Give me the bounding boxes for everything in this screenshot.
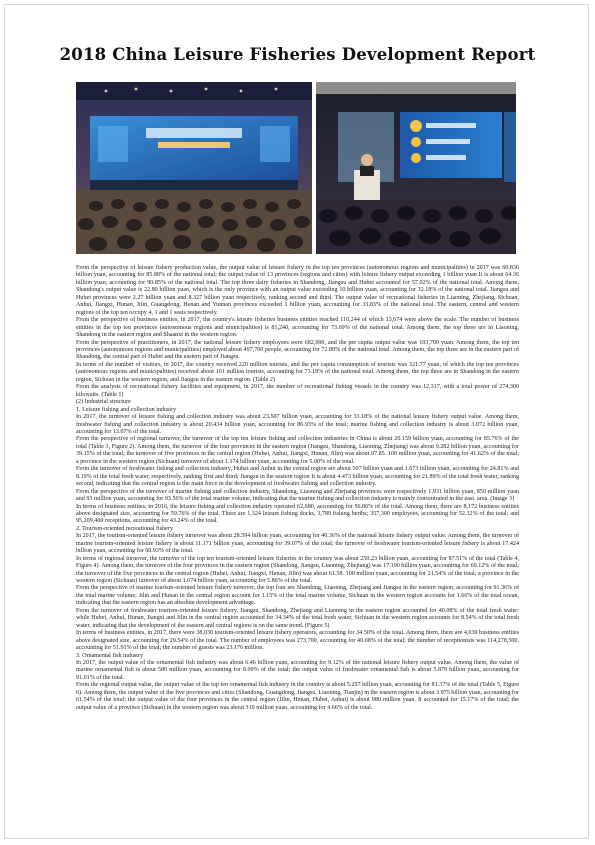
paragraph: In 2017, the turnover of leisure fishing and collection industry was about 23.507 billion yuan, accounting for 33.18% of the national leisure fishery output value. Among them, freshwater fishing and collection industry is about 20.434 billion yuan, accounting for 86.93% of the total; marine fishing and collection industry is about 3.072 billion yuan, accounting for 13.07% of the total. [76, 414, 519, 435]
paragraph: 3. Ornamental fish industry [76, 652, 144, 659]
report-title: 2018 China Leisure Fisheries Development Report [59, 45, 536, 64]
paragraph: In 2017, the tourism-oriented leisure fishery turnover was about 28.594 billion yuan, accounting for 40.36% of the national leisure fishery output value. Among them, the turnover of marine tourism-oriented leisure fishery is about 11.171 billion yuan, accounting for 39.07% of the total; the turnover of freshwater tourism-oriented leisure fishery is about 17.424 billion yuan, accounting for 60.93% of the total. [76, 533, 519, 555]
paragraph: From the perspective of practitioners, in 2017, the national leisure fishery employees were 682,900, and the per capita output value was 103,700 yuan. Among them, the top ten provinces (autonomous regions and municipalities) employed about 497,700 people, accounting for 72.88% of the national total. Among them, the top three are in the eastern part of Shandong, the central part of Hubei and the eastern part of Jiangsu. [76, 339, 519, 361]
paragraph: In terms of the number of visitors, in 2017, the country received 220 million tourists, and the per capita consumption of tourists was 321.77 yuan, of which the top ten provinces (autonomous regions and municipalities) received about 161 million tourists, accounting for 73.18% of the national total. Among them, the top three are in Shandong in the eastern region, Sichuan in the western region, and Jiangsu in the eastern region. (Table 2) [76, 361, 519, 383]
paragraph: In terms of business entities, in 2017, there were 38,030 tourism-oriented leisure fishery operators, accounting for 34.50% of the total. Among them, there are 4,039 business entities above designated size, accounting for 29.54% of the total. The number of employees was 273,700, accounting for 40.08% of the total; the number of receptionists was 114,278,500, accounting for 51.91% of the total; the number of guests was 23.176 million. [76, 630, 519, 652]
paragraph: From the regional output value, the output value of the top ten ornamental fish industry in the country is about 5.257 billion yuan, accounting for 81.37% of the total (Table 5, Figure 6). Among them, the output value of the five provinces and cities (Shandong, Guangdong, Jiangsu, Liaoning, Tianjin) in the eastern region is about 3.975 billion yuan, accounting for 61.54% of the total; the output value of the four provinces in the central region (Jilin, Henan, Hubei, Anhui) is about 980 million yuan. It accounted for 15.17% of the total; the output value of a province (Sichuan) in the western region was about 310 million yuan, accounting for 4.66% of the total. [76, 682, 519, 711]
paragraph: In terms of business entities, in 2016, the leisure fishing and collection industry operated 62,680, accounting for 56.86% of the total. Among them, there are 8,172 business entities above designated size, accounting for 59.76% of the total. There are 1,324 leisure fishing docks, 3,789 fishing berths; 357,300 employees, accounting for 52.32% of the total; and 95,209,400 receptions, accounting for 43.24% of the total. [76, 503, 519, 525]
paragraph: From the turnover of freshwater tourism-oriented leisure fishery, Jiangsu, Shandong, Zhejiang and Liaoning in the eastern region accounted for 40.08% of the total fresh water; while Hubei, Anhui, Hunan, Jiangxi and Jilin in the central region accounted for 34.34% of the total fresh water, Sichuan in the western region accounts for 8.54% of the total fresh water, indicating that the development of the eastern and central regions is on the same trend. (Figure 5) [76, 607, 519, 629]
paragraph: 2. Tourism-oriented recreational fishery [76, 525, 173, 532]
paragraph: From the perspective of leisure fishery production value, the output value of leisure fishery in the top ten provinces (autonomous regions and municipalities) in 2017 was 60.836 billion yuan, accounting for 85.88% of the national total; the output value of 13 provinces (regions and cities) with leisure fishery output exceeding 1 billion yuan It is about 64.36 billion yuan, accounting for 90.85% of the national total. The top three dairy fisheries in Shandong, Jiangsu and Hubei accounted for 57.02% of the national total. Among them, Shandong's output value is 22.80 billion yuan, which is the only province with an output value exceeding 10 billion yuan, accounting for 32.18% of the national total. Jiangsu and Hubei provinces were 2.27 billion yuan and 8.327 billion yuan respectively, ranking second and third. The output value of recreational fisheries in Liaoning, Zhejiang, Sichuan, Anhui, Jiangxi, Hunan, Jilin, Guangdong, Henan and Yunnan provinces exceeded 1 billion yuan, accounting for 33.83% of the national total. The eastern, central and western regions of the top ten occupy 4, 1 and 1 seats respectively. [76, 265, 519, 316]
conference-speaker-photo [316, 82, 516, 254]
paragraph: From the perspective of regional turnover, the turnover of the top ten leisure fishing and collection industries in China is about 20.159 billion yuan, accounting for 85.76% of the total (Table 3, Figure 2). Among them, the turnover of the four provinces in the eastern region (Jiangsu, Shandong, Liaoning, Zhejiang) was about 9.282 billion yuan, accounting for 39.15% of the total; the turnover of five provinces in the central region (Hubei, Anhui, Jiangxi, Hunan, Jilin) was about 97.85. 100 million yuan, accounting for 41.62% of the total; a province in the western region (Sichuan) turnover of about 1.174 billion yuan, accounting for 5.00% of the total. [76, 436, 519, 465]
paragraph: From the perspective of the turnover of marine fishing and collection industry, Shandong, Liaoning and Zhejiang provinces were respectively 1.931 billion yuan, 850 million yuan and 93 million yuan, accounting for 93.56% of the total marine volume, indicating that the marine fishing and collection industry is mainly concentrated in the east. area. (Image 3) [76, 488, 519, 503]
report-body [76, 265, 519, 712]
paragraph: (2) Industrial structure [76, 399, 131, 406]
paragraph: In terms of regional turnover, the turnover of the top ten tourism-oriented leisure fisheries in the country was about 250.23 billion yuan, accounting for 87.51% of the total (Table 4, Figure 4). Among them, the turnover of the four provinces in the eastern region (Shandong, Jiangsu, Liaoning, Zhejiang) was 17.190 billion yuan, accounting for 60.12% of the total; the turnover of the five provinces in the central region (Hubei, Anhui, Jiangxi, Hunan, Jilin) was about 61.58. 100 million yuan, accounting for 21.54% of the total; a province in the western region (Sichuan) turnover of about 1.674 billion yuan, accounting for 5.86% of the total. [76, 555, 519, 585]
paragraph: From the turnover of freshwater fishing and collection industry, Hubei and Anhui in the central region are about 507 billion yuan and 1.673 billion yuan, accounting for 24.81% and 8.19% of the total fresh water, respectively, ranking first and third; Jiangsu in the eastern region It is about 4.473 billion yuan, accounting for 21.89% of the total fresh water, ranking second, indicating that the central region is the main force in the development of freshwater fishing and collection industry. [76, 466, 519, 488]
paragraph: In 2017, the output value of the ornamental fish industry was about 6.46 billion yuan, accounting for 9.12% of the national leisure fishery output value. Among them, the value of marine ornamental fish is about 580 million yuan, accounting for 8.99% of the total; the output value of freshwater ornamental fish is about 5.879 billion yuan, accounting for 91.01% of the total. [76, 660, 519, 681]
paragraph: From the perspective of marine tourism-oriented leisure fishery turnover, the top four are Shandong, Liaoning, Zhejiang and Jiangsu in the eastern region, accounting for 91.36% of the total marine volume; Jilin and Hunan in the central region account for 1.15% of the total marine volume, Sichuan in the western region accounts for 1.66% of the total ocean, indicating that the eastern region has an absolute development advantage. [76, 585, 519, 607]
paragraph: From the perspective of business entities, in 2017, the country's leisure fisheries business entities reached 110,244 of which 13,674 were above the scale. The number of business entities in the top ten provinces (autonomous regions and municipalities) is 81,240, accounting for 73.69% of the national total. Among them, the top three are in Liaoning, Shandong in the eastern region and Shaanxi in the western region. [76, 317, 519, 339]
conference-stage-photo [76, 82, 312, 254]
paragraph: 1. Leisure fishing and collection industry [76, 406, 177, 413]
paragraph: From the analysis of recreational fishery facilities and equipment, in 2017, the number of recreational fishing vessels in the country was 12,317, with a total power of 274,300 kilowatts. (Table 1) [76, 384, 519, 398]
